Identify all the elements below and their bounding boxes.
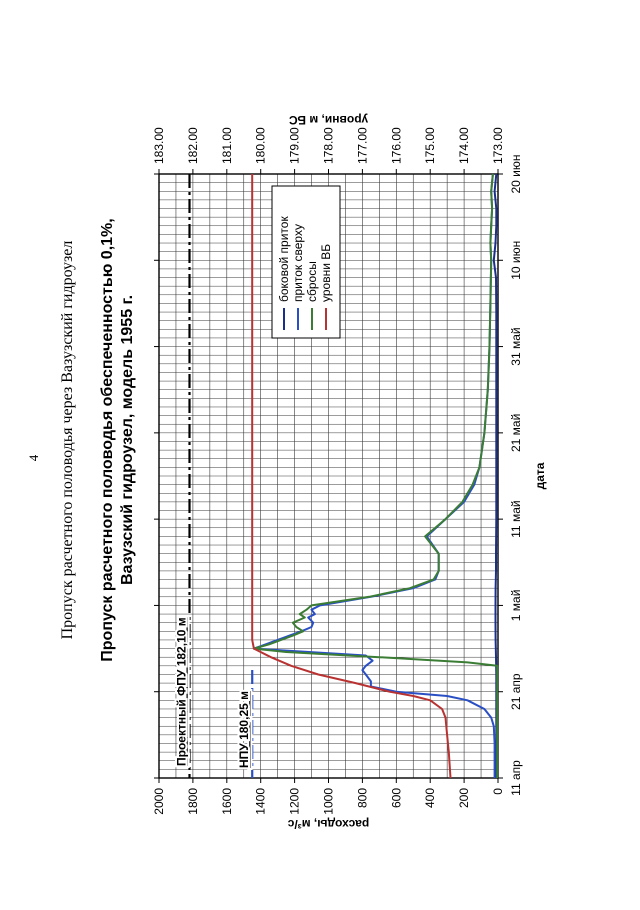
npu-label: НПУ 180,25 м <box>237 690 252 768</box>
x-axis-title: дата <box>533 462 547 490</box>
y-tick-label: 1400 <box>253 788 268 815</box>
y-tick-label: 400 <box>423 788 438 809</box>
y2-tick-label: 181.00 <box>219 127 234 164</box>
y2-tick-label: 183.00 <box>152 127 166 164</box>
legend-entry: уровни ВБ <box>319 243 333 302</box>
y-tick-label: 0 <box>491 788 505 795</box>
x-tick-label: 20 июн <box>509 154 523 194</box>
y-tick-label: 1200 <box>287 788 302 815</box>
y-tick-label: 1800 <box>185 788 200 815</box>
y2-tick-label: 177.00 <box>355 127 370 164</box>
x-tick-label: 11 май <box>509 500 523 538</box>
running-head: Пропуск расчетного половодья через Вазузский гидроузел <box>59 240 76 640</box>
x-tick-label: 11 апр <box>509 760 523 796</box>
y-tick-label: 800 <box>355 788 370 809</box>
y2-tick-label: 180.00 <box>253 127 268 164</box>
x-tick-label: 10 июн <box>509 240 523 280</box>
legend-entry: приток сверху <box>291 224 305 302</box>
legend-entry: боковой приток <box>277 216 291 302</box>
fpu-label: Проектный ФПУ 182,10 м <box>174 617 189 766</box>
y2-tick-label: 173.00 <box>491 127 505 164</box>
chart-title: Пропуск расчетного половодья обеспеченностью 0,1%, <box>99 218 116 662</box>
legend-entry: сбросы <box>305 261 319 302</box>
x-tick-label: 21 апр <box>509 673 523 710</box>
plot-area <box>152 113 547 831</box>
x-tick-label: 21 май <box>509 413 523 453</box>
y2-tick-label: 182.00 <box>185 127 200 164</box>
chart-subtitle: Вазузский гидроузел, модель 1955 г. <box>119 294 136 586</box>
y-tick-label: 1600 <box>219 788 234 815</box>
y-tick-label: 200 <box>457 788 472 809</box>
page-number: 4 <box>26 454 41 462</box>
y2-tick-label: 179.00 <box>287 127 302 164</box>
x-tick-label: 1 май <box>509 589 523 622</box>
y-axis-title: расходы, м³/с <box>287 817 370 831</box>
y-tick-label: 1000 <box>321 788 336 815</box>
x-tick-label: 31 май <box>509 327 523 366</box>
y2-axis-title: уровни, м БС <box>288 113 369 127</box>
y2-tick-label: 175.00 <box>423 127 438 164</box>
y-tick-label: 600 <box>389 788 404 809</box>
y-tick-label: 2000 <box>152 788 166 815</box>
y2-tick-label: 174.00 <box>457 127 472 164</box>
y2-tick-label: 178.00 <box>321 127 336 164</box>
y2-tick-label: 176.00 <box>389 127 404 164</box>
